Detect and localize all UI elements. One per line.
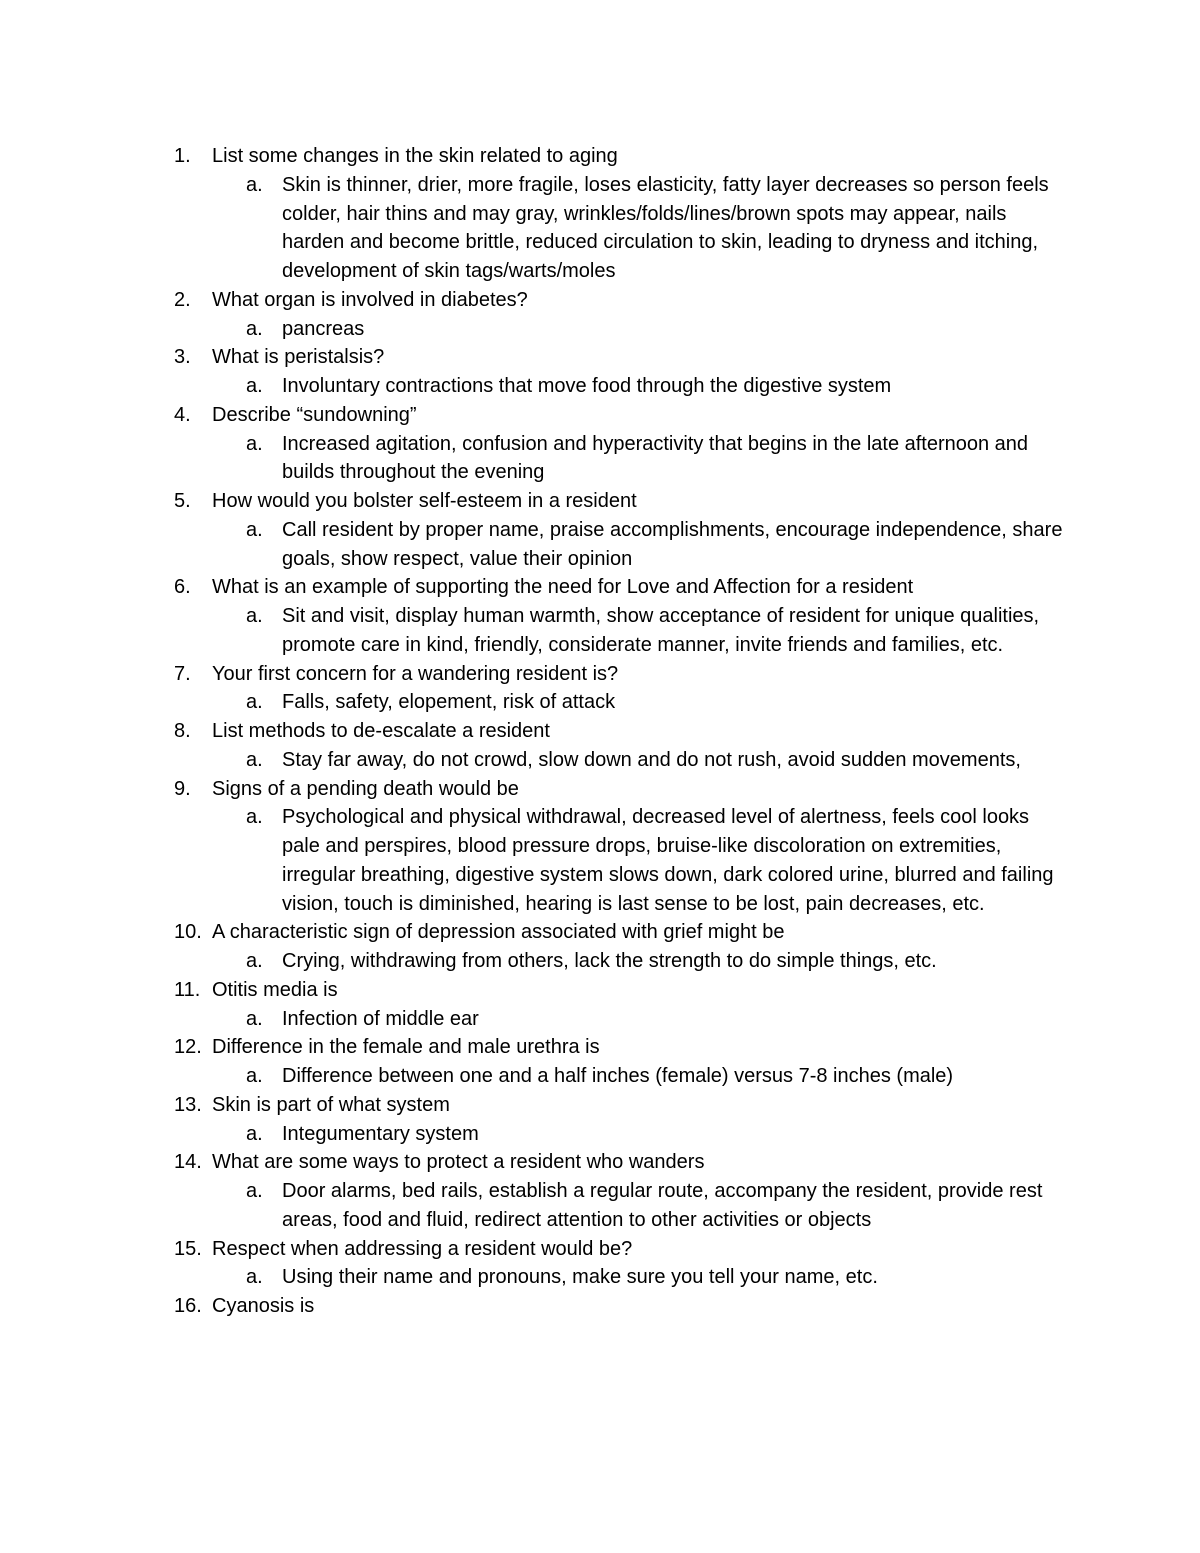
answer-text: Difference between one and a half inches (female) versus 7-8 inches (male) bbox=[282, 1065, 954, 1087]
question-item bbox=[0, 573, 1200, 659]
question-number: 13. bbox=[174, 1093, 202, 1116]
question-item bbox=[0, 1091, 1200, 1149]
question-row bbox=[0, 1033, 1200, 1062]
answer-marker: a. bbox=[246, 1065, 263, 1087]
question-text: What organ is involved in diabetes? bbox=[212, 288, 528, 311]
question-row bbox=[0, 401, 1200, 430]
answer-marker: a. bbox=[246, 1266, 263, 1289]
answer-row bbox=[0, 1177, 1200, 1235]
question-number: 12. bbox=[174, 1036, 202, 1059]
question-item bbox=[0, 918, 1200, 976]
answer-row bbox=[0, 516, 1200, 574]
answer-text: Falls, safety, elopement, risk of attack bbox=[282, 691, 616, 714]
question-row bbox=[0, 142, 1200, 171]
answer-row bbox=[0, 315, 1200, 344]
question-item bbox=[0, 660, 1200, 718]
question-number: 6. bbox=[174, 576, 191, 599]
answer-row bbox=[0, 602, 1200, 660]
question-number: 7. bbox=[174, 662, 191, 685]
answer-text: Infection of middle ear bbox=[282, 1007, 479, 1030]
question-row bbox=[0, 660, 1200, 689]
question-item bbox=[0, 1292, 1200, 1321]
answer-row bbox=[0, 1263, 1200, 1292]
answer-marker: a. bbox=[246, 432, 263, 455]
answer-text: Stay far away, do not crowd, slow down and do not rush, avoid sudden movements, bbox=[282, 748, 1021, 771]
answer-text: Using their name and pronouns, make sure you tell your name, etc. bbox=[282, 1266, 878, 1289]
answer-row bbox=[0, 803, 1200, 918]
question-text: List some changes in the skin related to aging bbox=[212, 145, 618, 167]
question-number: 15. bbox=[174, 1237, 202, 1260]
question-number: 16. bbox=[174, 1295, 202, 1317]
question-row bbox=[0, 1292, 1200, 1321]
answer-marker: a. bbox=[246, 173, 263, 196]
answer-row bbox=[0, 688, 1200, 717]
answer-text: Sit and visit, display human warmth, show acceptance of resident for unique qualities, promote care in kind, friendly, considerate manner, invite friends and families, etc. bbox=[282, 605, 1040, 656]
answer-row bbox=[0, 1062, 1200, 1091]
question-item bbox=[0, 775, 1200, 919]
question-text: Signs of a pending death would be bbox=[212, 777, 519, 800]
answer-marker: a. bbox=[246, 950, 263, 972]
answer-marker: a. bbox=[246, 1122, 263, 1145]
question-row bbox=[0, 918, 1200, 947]
question-text: Difference in the female and male urethra is bbox=[212, 1036, 600, 1059]
question-number: 2. bbox=[174, 288, 191, 311]
question-item bbox=[0, 142, 1200, 286]
answer-row bbox=[0, 746, 1200, 775]
answer-row bbox=[0, 430, 1200, 488]
answer-row bbox=[0, 372, 1200, 401]
question-list bbox=[0, 142, 1200, 1321]
answer-text: Skin is thinner, drier, more fragile, loses elasticity, fatty layer decreases so person feels colder, hair thins and may gray, wrinkles/folds/lines/brown spots may appear, nails harden and become brittle, reduced circulation to skin, leading to dryness and itching, development of skin tags/warts/moles bbox=[282, 173, 1049, 282]
answer-row bbox=[0, 1120, 1200, 1149]
question-text: Otitis media is bbox=[212, 978, 338, 1001]
question-text: What is an example of supporting the need for Love and Affection for a resident bbox=[212, 576, 914, 599]
answer-marker: a. bbox=[246, 806, 263, 829]
answer-marker: a. bbox=[246, 518, 263, 541]
answer-row bbox=[0, 947, 1200, 976]
question-text: What is peristalsis? bbox=[212, 346, 385, 369]
question-row bbox=[0, 1235, 1200, 1264]
answer-marker: a. bbox=[246, 1180, 263, 1202]
answer-marker: a. bbox=[246, 1007, 263, 1030]
question-item bbox=[0, 343, 1200, 401]
question-item bbox=[0, 487, 1200, 573]
question-text: Your first concern for a wandering resident is? bbox=[212, 662, 619, 685]
answer-text: Involuntary contractions that move food through the digestive system bbox=[282, 375, 892, 397]
answer-text: Integumentary system bbox=[282, 1122, 479, 1145]
question-number: 14. bbox=[174, 1151, 202, 1174]
question-row bbox=[0, 775, 1200, 804]
question-row bbox=[0, 1091, 1200, 1120]
question-row bbox=[0, 717, 1200, 746]
question-number: 4. bbox=[174, 403, 191, 426]
question-number: 3. bbox=[174, 346, 191, 369]
question-number: 8. bbox=[174, 720, 191, 742]
question-row bbox=[0, 286, 1200, 315]
question-item bbox=[0, 1235, 1200, 1293]
answer-text: Increased agitation, confusion and hyperactivity that begins in the late afternoon and builds throughout the evening bbox=[282, 432, 1029, 484]
question-number: 11. bbox=[174, 978, 201, 1001]
question-number: 10. bbox=[174, 921, 202, 944]
question-item bbox=[0, 1033, 1200, 1091]
answer-marker: a. bbox=[246, 317, 263, 340]
answer-marker: a. bbox=[246, 748, 263, 771]
question-text: Describe “sundowning” bbox=[212, 403, 417, 426]
question-text: Cyanosis is bbox=[212, 1295, 315, 1317]
question-text: Skin is part of what system bbox=[212, 1093, 450, 1116]
question-item bbox=[0, 1148, 1200, 1234]
question-text: What are some ways to protect a resident who wanders bbox=[212, 1151, 705, 1174]
question-item bbox=[0, 717, 1200, 775]
answer-marker: a. bbox=[246, 375, 263, 397]
question-text: List methods to de-escalate a resident bbox=[212, 720, 550, 742]
answer-text: Call resident by proper name, praise accomplishments, encourage independence, share goals, show respect, value their opinion bbox=[282, 518, 1063, 570]
answer-marker: a. bbox=[246, 691, 263, 714]
question-item bbox=[0, 286, 1200, 344]
question-row bbox=[0, 976, 1200, 1005]
question-text: How would you bolster self-esteem in a resident bbox=[212, 490, 637, 512]
answer-text: Crying, withdrawing from others, lack the strength to do simple things, etc. bbox=[282, 950, 937, 972]
question-text: A characteristic sign of depression associated with grief might be bbox=[212, 921, 785, 944]
question-number: 1. bbox=[174, 145, 191, 167]
question-item bbox=[0, 976, 1200, 1034]
question-number: 5. bbox=[174, 490, 191, 512]
question-row bbox=[0, 487, 1200, 516]
question-text: Respect when addressing a resident would be? bbox=[212, 1237, 633, 1260]
question-row bbox=[0, 573, 1200, 602]
answer-text: Psychological and physical withdrawal, decreased level of alertness, feels cool looks pale and perspires, blood pressure drops, bruise-like discoloration on extremities, irregular breathing, digestive system slows down, dark colored urine, blurred and failing vision, touch is diminished, hearing is last sense to be lost, pain decreases, etc. bbox=[282, 806, 1054, 915]
answer-row bbox=[0, 171, 1200, 286]
question-row bbox=[0, 1148, 1200, 1177]
answer-text: Door alarms, bed rails, establish a regular route, accompany the resident, provide rest areas, food and fluid, redirect attention to other activities or objects bbox=[282, 1180, 1043, 1231]
answer-marker: a. bbox=[246, 605, 263, 627]
question-item bbox=[0, 401, 1200, 487]
answer-text: pancreas bbox=[282, 317, 365, 340]
question-number: 9. bbox=[174, 777, 191, 800]
question-row bbox=[0, 343, 1200, 372]
answer-row bbox=[0, 1005, 1200, 1034]
